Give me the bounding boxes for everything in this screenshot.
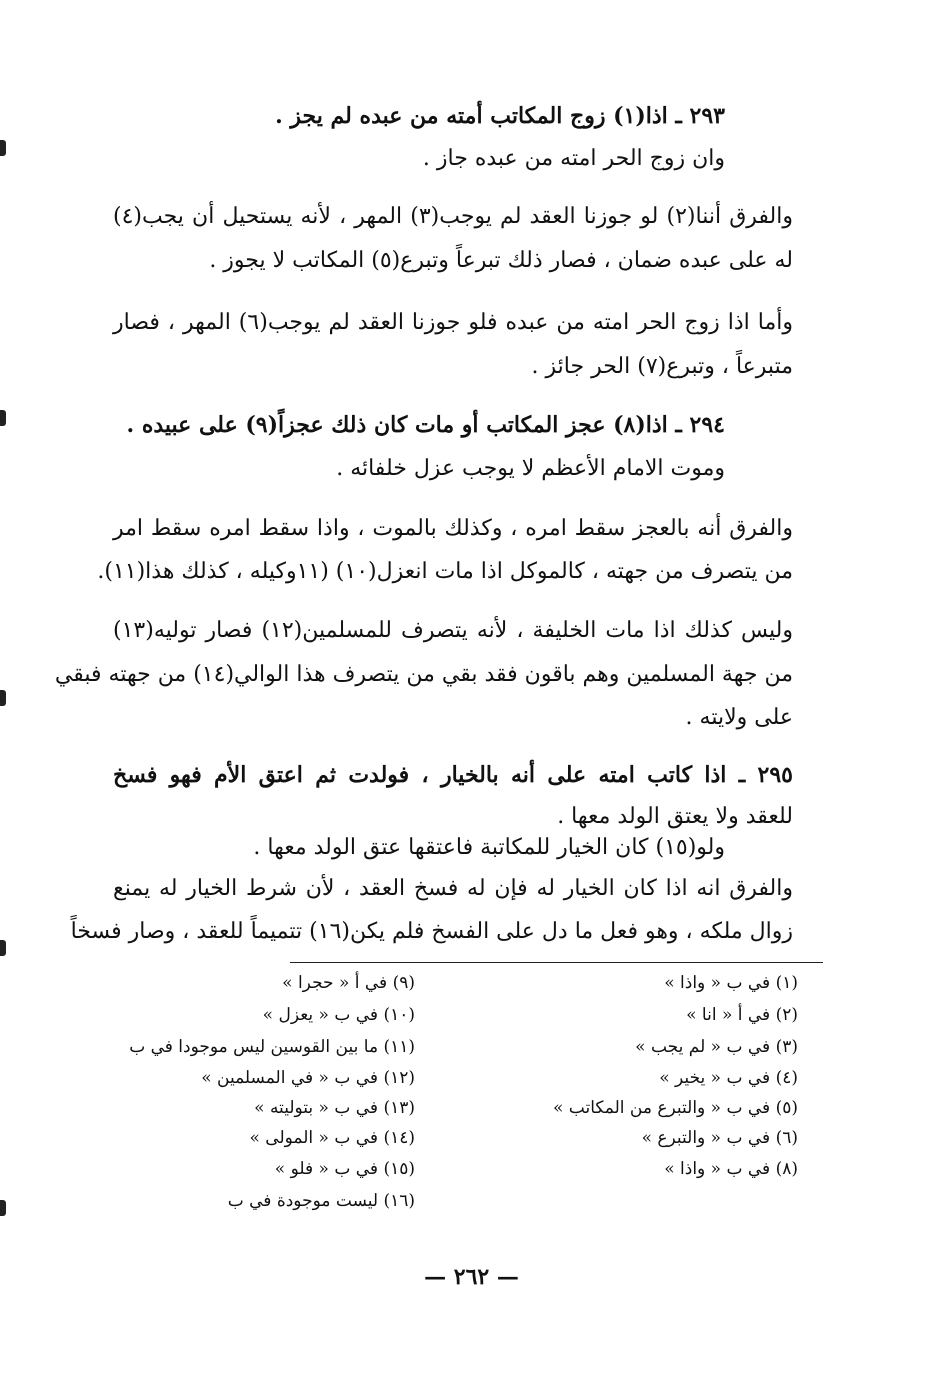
body-line: والفرق أنه بالعجز سقط امره ، وكذلك بالموت ، واذا سقط امره سقط امر (113, 516, 793, 541)
footnote: (٦) في ب « والتبرع » (641, 1128, 798, 1148)
footnote: (٩) في أ « حجرا » (282, 973, 415, 993)
section-295-heading: ٢٩٥ ـ اذا كاتب امته على أنه بالخيار ، فولدت ثم اعتق الأم فهو فسخ (113, 762, 793, 788)
body-line: متبرعاً ، وتبرع(٧) الحر جائز . (531, 354, 793, 379)
footnote: (٥) في ب « والتبرع من المكاتب » (552, 1098, 798, 1118)
scan-edge-mark (0, 1200, 6, 1216)
body-line: ولو(١٥) كان الخيار للمكاتبة فاعتقها عتق الولد معها . (253, 835, 725, 860)
body-line: للعقد ولا يعتق الولد معها . (557, 804, 793, 829)
footnote: (١٠) في ب « يعزل » (262, 1005, 415, 1025)
footnote: (١) في ب « واذا » (664, 973, 798, 993)
footnote: (٣) في ب « لم يجب » (635, 1037, 798, 1057)
body-line: من يتصرف من جهته ، كالموكل اذا مات انعزل(١٠) (١١وكيله ، كذلك هذا(١١). (97, 559, 793, 584)
footnote: (١٣) في ب « بتوليته » (254, 1098, 415, 1118)
body-line: والفرق انه اذا كان الخيار له فإن له فسخ العقد ، لأن شرط الخيار له يمنع (113, 876, 793, 901)
section-293-heading: ٢٩٣ ـ اذا(١) زوج المكاتب أمته من عبده لم يجز . (275, 103, 725, 129)
body-line: له على عبده ضمان ، فصار ذلك تبرعاً وتبرع(٥) المكاتب لا يجوز . (209, 248, 793, 273)
footnote-divider (290, 962, 823, 963)
body-line: على ولايته . (685, 705, 793, 730)
page-number: — ٢٦٢ — (424, 1264, 519, 1290)
footnote: (٨) في ب « واذا » (664, 1159, 798, 1179)
footnote: (١١) ما بين القوسين ليس موجودا في ب (129, 1037, 415, 1057)
footnote: (٤) في ب « يخير » (659, 1068, 798, 1088)
footnote: (١٥) في ب « فلو » (274, 1159, 415, 1179)
footnote: (١٤) في ب « المولى » (249, 1128, 415, 1148)
body-line: زوال ملكه ، وهو فعل ما دل على الفسخ فلم يكن(١٦) تتميماً للعقد ، وصار فسخاً (70, 919, 793, 944)
scan-edge-mark (0, 940, 6, 956)
body-line: من جهة المسلمين وهم باقون فقد بقي من يتصرف هذا الوالي(١٤) من جهته فبقي (54, 662, 793, 687)
section-294-heading: ٢٩٤ ـ اذا(٨) عجز المكاتب أو مات كان ذلك عجزاً(٩) على عبيده . (126, 412, 725, 438)
body-line: وموت الامام الأعظم لا يوجب عزل خلفائه . (336, 456, 725, 481)
footnote: (٢) في أ « انا » (686, 1005, 798, 1025)
body-line: والفرق أننا(٢) لو جوزنا العقد لم يوجب(٣) المهر ، لأنه يستحيل أن يجب(٤) (113, 204, 793, 229)
body-line: وليس كذلك اذا مات الخليفة ، لأنه يتصرف للمسلمين(١٢) فصار توليه(١٣) (113, 618, 793, 643)
scan-edge-mark (0, 140, 6, 156)
body-line: وأما اذا زوج الحر امته من عبده فلو جوزنا العقد لم يوجب(٦) المهر ، فصار (113, 310, 794, 335)
scan-edge-mark (0, 690, 6, 706)
footnote: (١٢) في ب « في المسلمين » (201, 1068, 415, 1088)
scan-edge-mark (0, 410, 6, 426)
footnote: (١٦) ليست موجودة في ب (227, 1191, 415, 1211)
body-line: وان زوج الحر امته من عبده جاز . (422, 146, 725, 171)
